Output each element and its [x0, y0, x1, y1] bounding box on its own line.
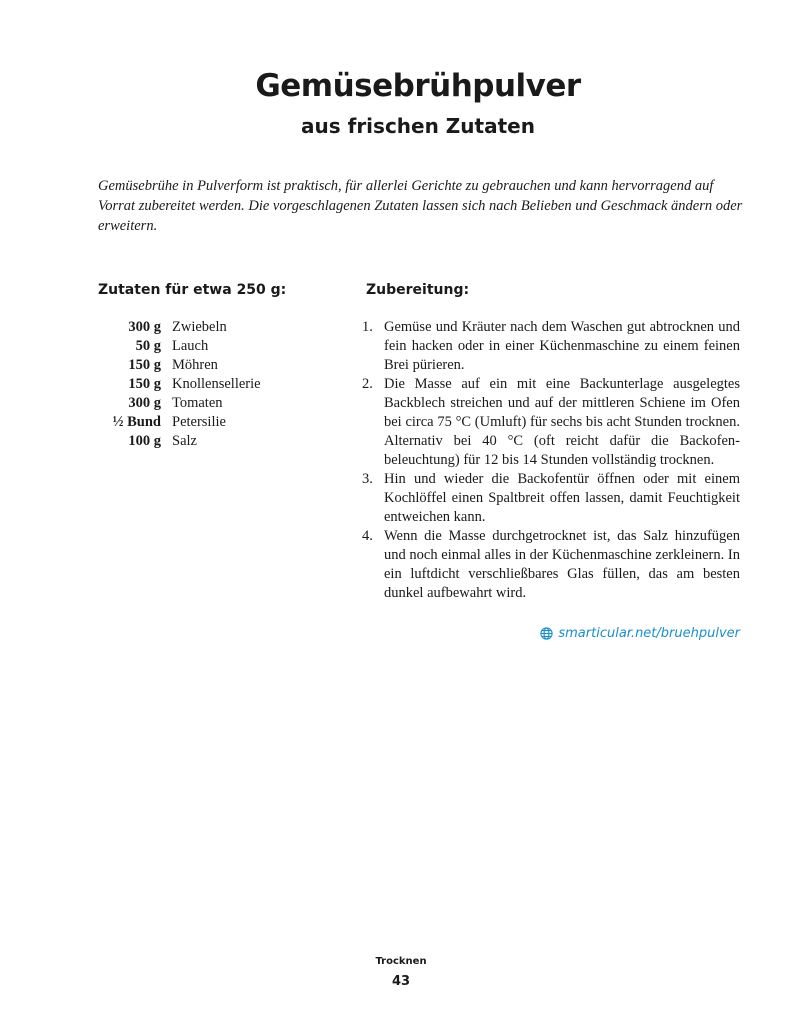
intro-text: Gemüsebrühe in Pulverform ist praktisch, für allerlei Gerichte zu gebrauchen und kann hervorragend auf Vorrat zubereitet werden. Die vorgeschlagenen Zutaten lassen sich nach Belieben und Geschmack ändern oder erweitern. [98, 178, 743, 234]
source-link[interactable] [540, 626, 740, 641]
step-text: Gemüse und Kräuter nach dem Waschen gut abtrocknen und fein hacken oder in einer Küchenmaschine zu einem feinen Brei pürieren. [384, 319, 740, 373]
ingredient-name: Möhren [172, 357, 218, 373]
ingredient-row [98, 413, 348, 432]
ingredient-name: Knollensellerie [172, 376, 261, 392]
ingredients-heading: Zutaten für etwa 250 g: [98, 282, 287, 298]
ingredient-row [98, 318, 348, 337]
ingredient-row [98, 375, 348, 394]
step-text: Wenn die Masse durchgetrocknet ist, das Salz hinzufügen und noch einmal alles in der Küchenmaschine zerkleinern. In ein luftdicht verschließbares Glas füllen, das am besten dunkel aufbewahrt wird. [384, 528, 740, 601]
ingredient-name: Lauch [172, 338, 209, 354]
page-subtitle: aus frischen Zutaten [301, 114, 535, 138]
ingredient-quantity: 100 g [128, 433, 161, 449]
ingredient-quantity: 300 g [128, 319, 161, 335]
page-title: Gemüsebrühpulver [255, 68, 581, 104]
ingredient-quantity: 300 g [128, 395, 161, 411]
ingredients-list [98, 318, 348, 451]
step-number: 2. [362, 376, 373, 392]
ingredient-name: Petersilie [172, 414, 226, 430]
step-number: 3. [362, 471, 373, 487]
ingredient-name: Tomaten [172, 395, 223, 411]
globe-icon [540, 627, 553, 640]
footer-section-label: Trocknen [375, 956, 427, 967]
list-item [362, 375, 740, 470]
step-text: Die Masse auf ein mit eine Backunterlage ausgelegtes Backblech streichen und auf der mittleren Schiene im Ofen bei circa 75 °C (Umluft) für sechs bis acht Stunden trocknen. Alternativ bei 40 °C (oft reicht dafür die Backofenbeleuchtung) für 12 bis 14 Stunden vollständig trocknen. [384, 376, 740, 468]
source-link-text: smarticular.net/bruehpulver [558, 626, 740, 641]
ingredient-name: Salz [172, 433, 197, 449]
step-number: 1. [362, 319, 373, 335]
ingredient-quantity: 150 g [128, 376, 161, 392]
ingredient-quantity: ½ Bund [112, 414, 161, 430]
ingredient-row [98, 356, 348, 375]
ingredient-name: Zwiebeln [172, 319, 227, 335]
ingredient-quantity: 50 g [135, 338, 161, 354]
list-item [362, 527, 740, 603]
ingredient-row [98, 394, 348, 413]
list-item [362, 470, 740, 527]
list-item [362, 318, 740, 375]
ingredient-row [98, 432, 348, 451]
page-number: 43 [391, 974, 411, 989]
ingredient-quantity: 150 g [128, 357, 161, 373]
preparation-steps [362, 318, 740, 603]
step-text: Hin und wieder die Backofentür öffnen oder mit einem Kochlöffel einen Spaltbreit offen lassen, damit Feuchtigkeit entweichen kann. [384, 471, 740, 525]
step-number: 4. [362, 528, 373, 544]
preparation-heading: Zubereitung: [366, 282, 470, 298]
ingredient-row [98, 337, 348, 356]
